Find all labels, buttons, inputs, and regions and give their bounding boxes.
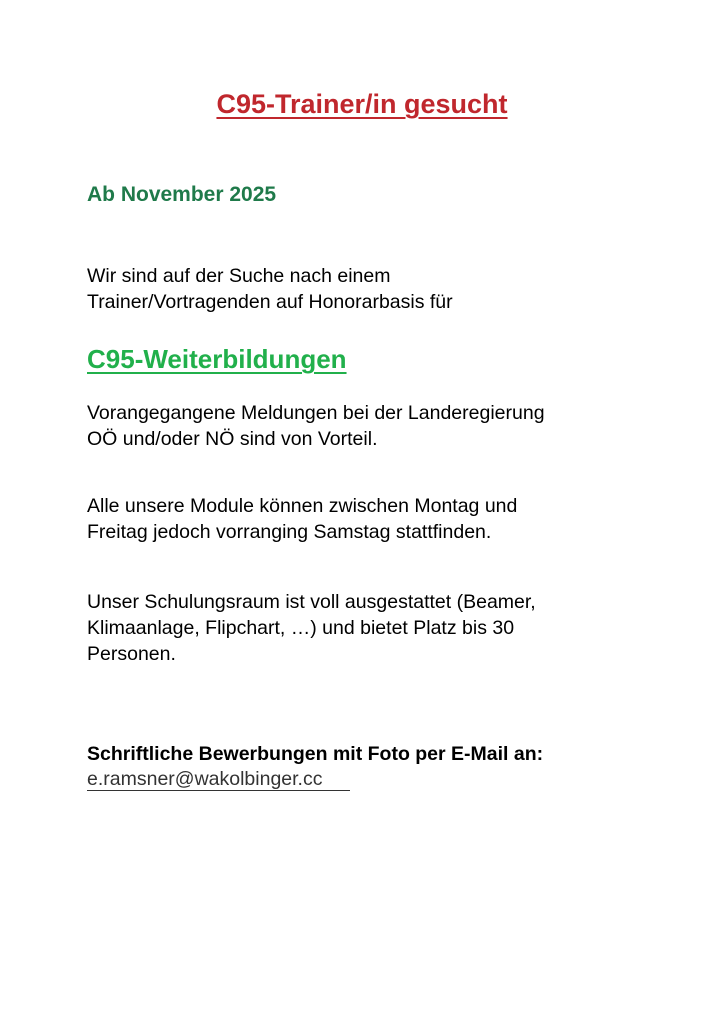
start-date: Ab November 2025	[87, 183, 277, 206]
page-title: C95-Trainer/in gesucht	[216, 89, 508, 119]
intro-line: Trainer/Vortragenden auf Honorarbasis für	[87, 291, 453, 313]
intro-line: Wir sind auf der Suche nach einem	[87, 265, 391, 287]
highlight-heading: C95-Weiterbildungen	[87, 344, 347, 374]
intro-paragraph	[87, 263, 453, 315]
paragraph-line: OÖ und/oder NÖ sind von Vorteil.	[87, 428, 378, 450]
paragraph-line: Klimaanlage, Flipchart, …) und bietet Platz bis 30	[87, 617, 515, 639]
facilities-paragraph	[87, 589, 536, 667]
application-label: Schriftliche Bewerbungen mit Foto per E-Mail an:	[87, 743, 544, 765]
email-link[interactable]: e.ramsner@wakolbinger.cc	[87, 766, 350, 791]
paragraph-line: Unser Schulungsraum ist voll ausgestattet (Beamer,	[87, 591, 536, 613]
paragraph-line: Vorangegangene Meldungen bei der Landeregierung	[87, 402, 545, 424]
paragraph-line: Alle unsere Module können zwischen Montag und	[87, 495, 518, 517]
requirements-paragraph	[87, 400, 545, 452]
schedule-paragraph	[87, 493, 517, 545]
paragraph-line: Freitag jedoch vorranging Samstag stattfinden.	[87, 521, 492, 543]
paragraph-line: Personen.	[87, 643, 176, 665]
